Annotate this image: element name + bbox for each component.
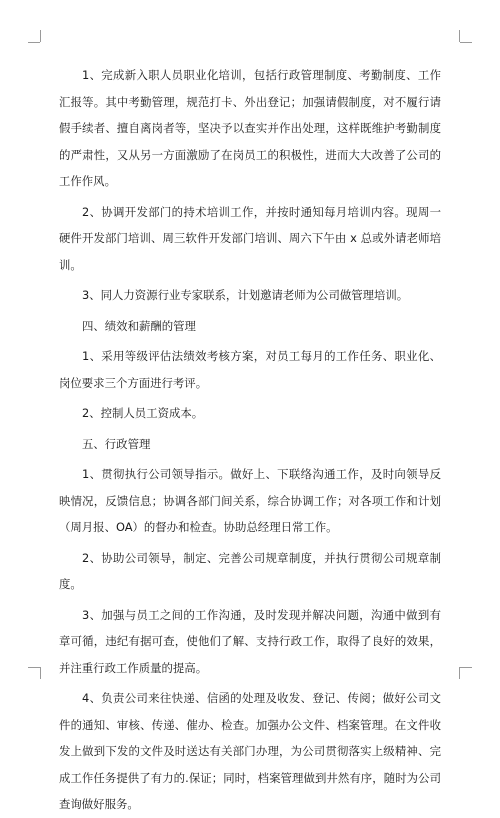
crop-mark-bottom-right-h [460, 667, 472, 668]
crop-mark-top-right-v [459, 30, 460, 42]
paragraph-salary-cost: 2、控制人员工资成本。 [82, 406, 204, 420]
crop-mark-top-left-v [40, 30, 41, 42]
section-heading-admin: 五、行政管理 [82, 436, 151, 451]
document-body [59, 62, 441, 818]
paragraph-appraisal-scheme: 1、采用等级评估法绩效考核方案，对员工每月的工作任务、职业化、岗位要求三个方面进行考评。 [59, 349, 441, 390]
paragraph-mail-archives: 4、负责公司来往快递、信函的处理及收发、登记、传阅；做好公司文件的通知、审核、传递、催办、检查。加强办公文件、档案管理。在文件收发上做到下发的文件及时送达有关部门办理，为公司贯彻落实上级精神、完成工作任务提供了有力的.保证；同时，档案管理做到井然有序，随时为公司查询做好服务。 [59, 691, 441, 811]
paragraph-staff-communication: 3、加强与员工之间的工作沟通，及时发现并解决问题，沟通中做到有章可循，违纪有据可查，使他们了解、支持行政工作，取得了良好的效果，并注重行政工作质量的提高。 [59, 607, 441, 675]
paragraph-dev-training: 2、协调开发部门的持术培训工作，并按时通知每月培训内容。现周一硬件开发部门培训、周三软件开发部门培训、周六下午由 x 总或外请老师培训。 [59, 204, 441, 272]
paragraph-leadership-instructions: 1、贯彻执行公司领导指示。做好上、下联络沟通工作，及时向领导反映情况，反馈信息；协调各部门间关系，综合协调工作；对各项工作和计划（周月报、OA）的督办和检查。协助总经理日常工作。 [59, 467, 441, 534]
crop-mark-bottom-left-h [28, 667, 40, 668]
section-heading-performance: 四、绩效和薪酬的管理 [82, 318, 196, 333]
crop-mark-top-right-h [460, 42, 472, 43]
crop-mark-top-left-h [28, 42, 40, 43]
crop-mark-bottom-left-v [40, 667, 41, 679]
paragraph-training-new-staff: 1、完成新入职人员职业化培训，包括行政管理制度、考勤制度、工作汇报等。其中考勤管理，规范打卡、外出登记；加强请假制度，对不履行请假手续者、擅自离岗者等，坚决予以查实并作出处理，这样既维护考勤制度的严肃性，又从另一方面激励了在岗员工的积极性，进而大大改善了公司的工作作风。 [59, 68, 441, 188]
crop-mark-bottom-right-v [459, 667, 460, 679]
paragraph-regulations: 2、协助公司领导，制定、完善公司规章制度，并执行贯彻公司规章制度。 [59, 550, 441, 591]
paragraph-hr-expert: 3、同人力资源行业专家联系，计划邀请老师为公司做管理培训。 [82, 288, 409, 302]
